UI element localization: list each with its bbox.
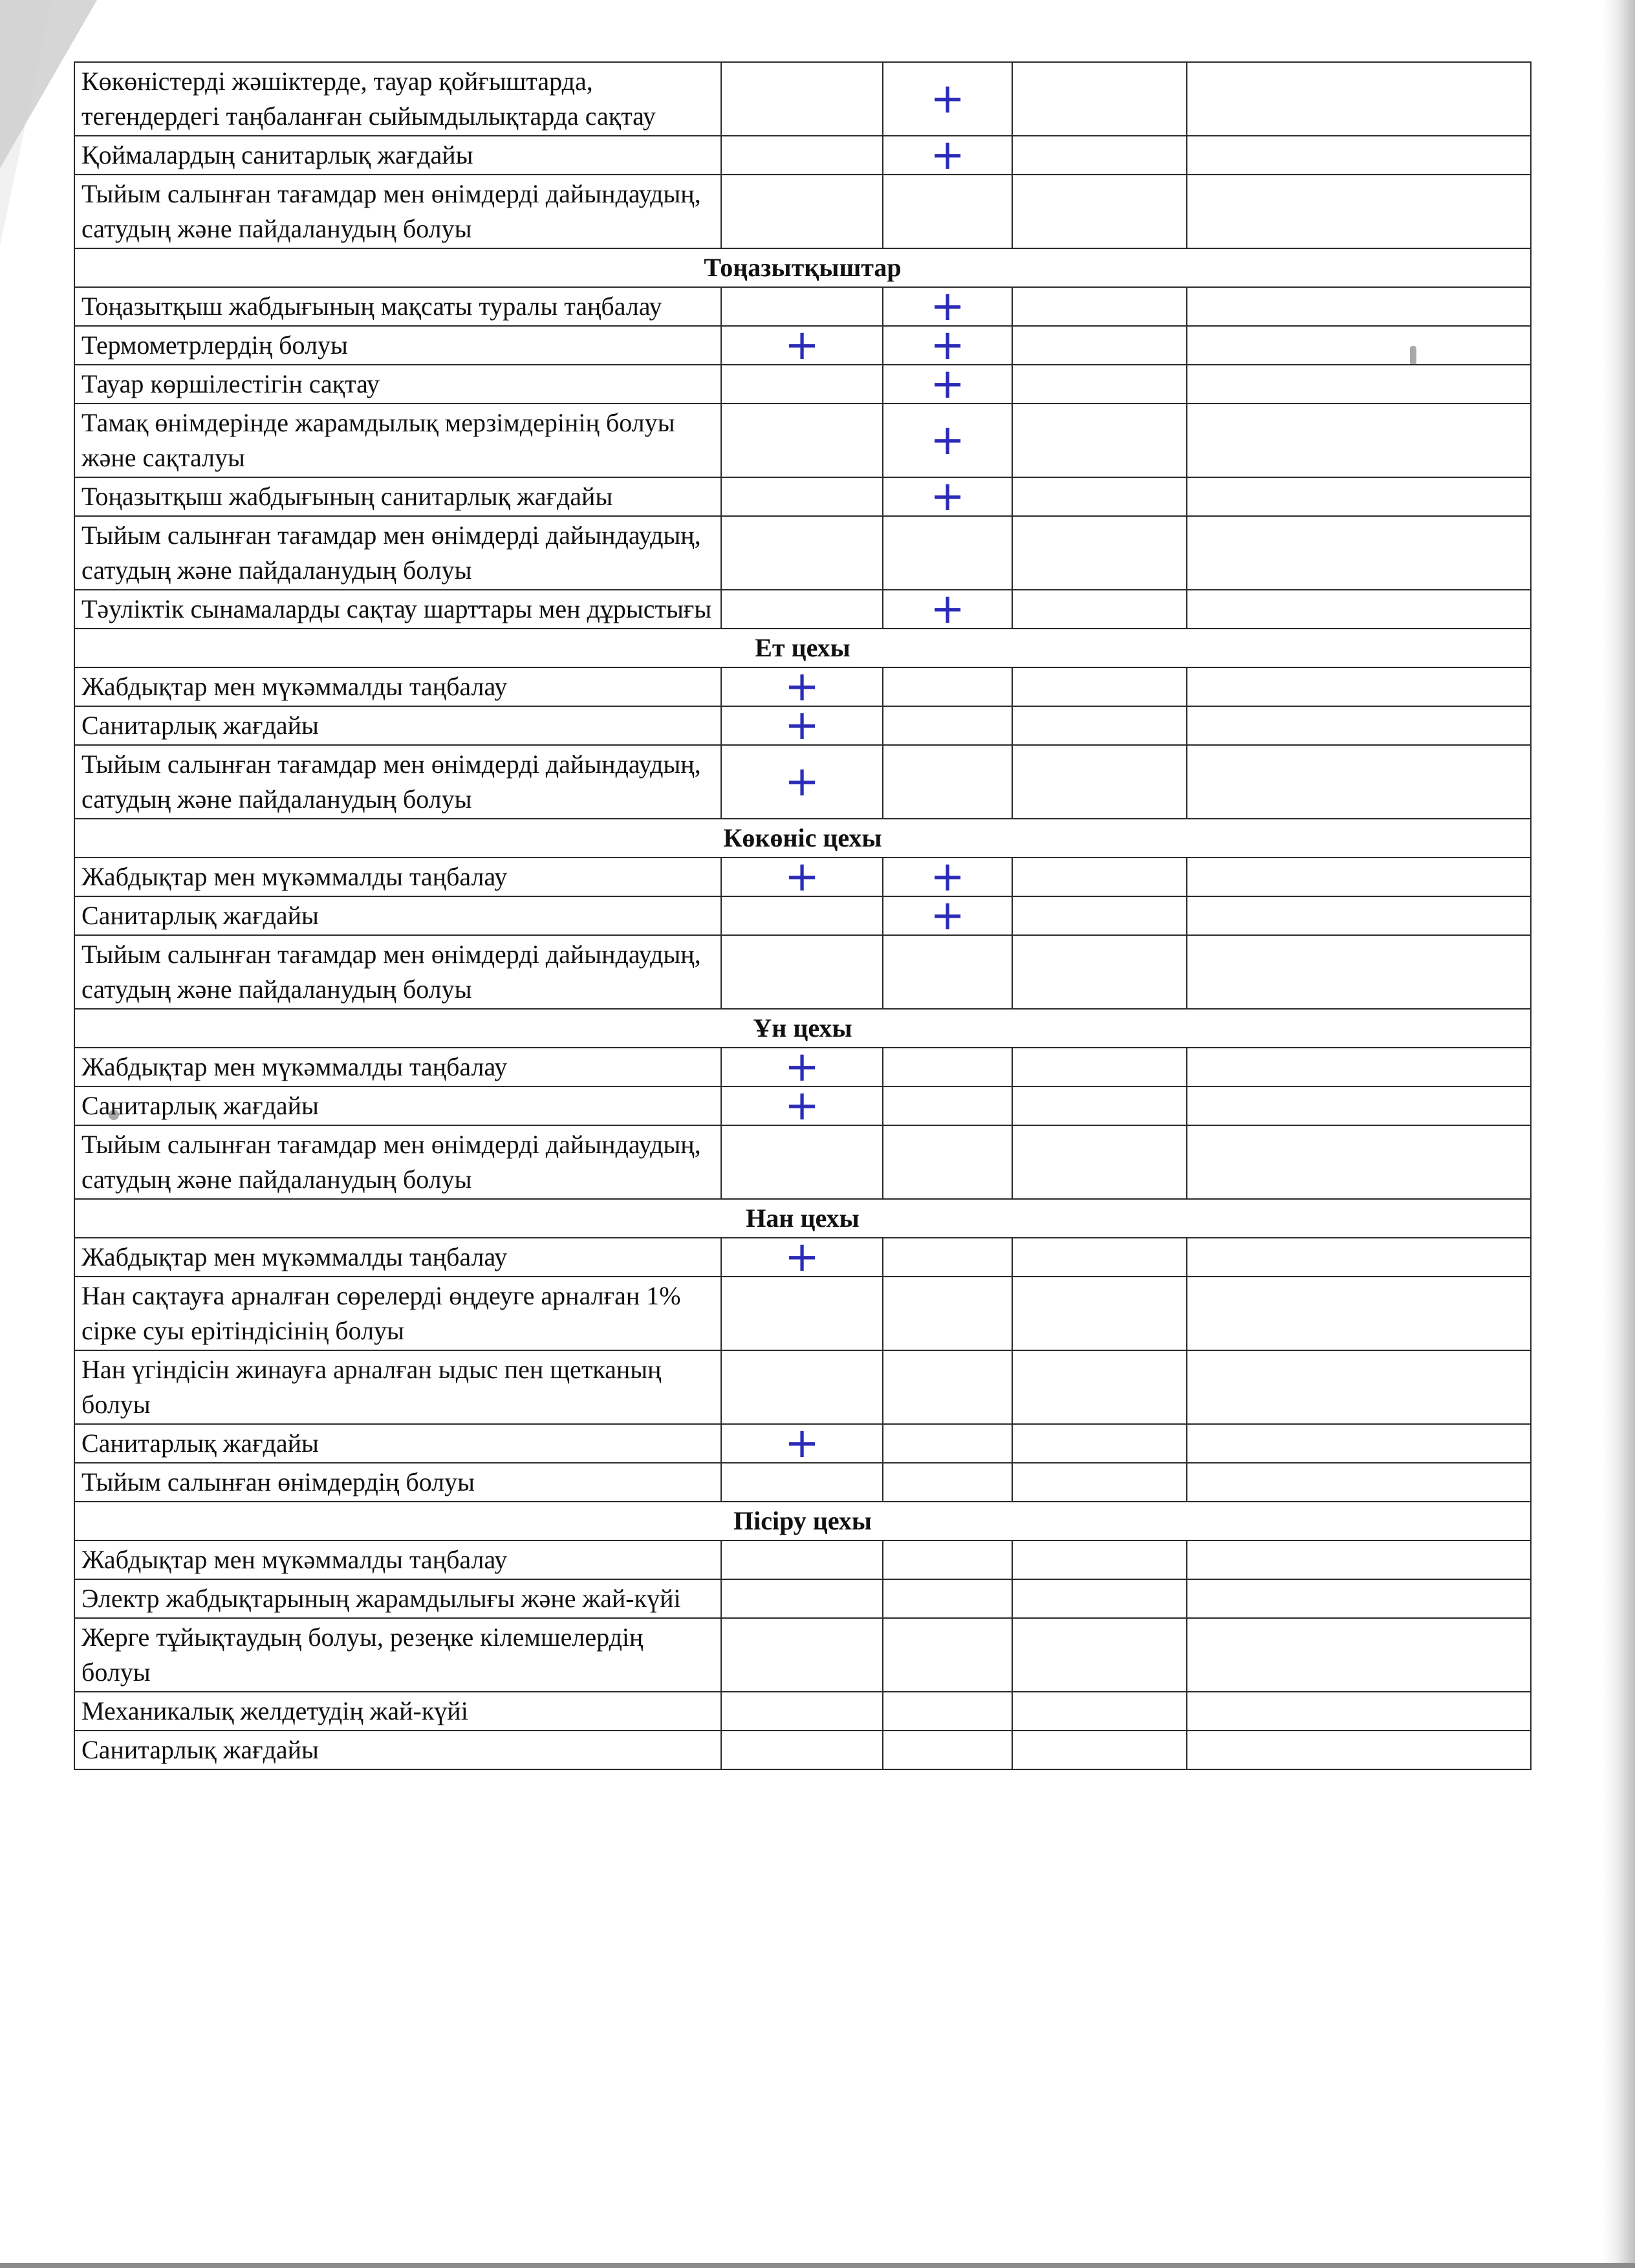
check-mark-cell-4 (1187, 1277, 1531, 1350)
criterion-text: Жабдықтар мен мүкәммалды таңбалау (74, 1238, 721, 1277)
check-mark-cell-3 (1012, 404, 1187, 477)
checklist-row (74, 175, 1531, 248)
check-mark-cell-2: + (883, 365, 1012, 404)
check-mark-cell-4 (1187, 1048, 1531, 1086)
criterion-text: Санитарлық жағдайы (74, 1086, 721, 1125)
check-mark-cell-2 (883, 1086, 1012, 1125)
check-mark-cell-3 (1012, 745, 1187, 819)
check-mark-cell-3 (1012, 1618, 1187, 1692)
check-mark-cell-2: + (883, 326, 1012, 365)
check-mark-cell-2: + (883, 136, 1012, 175)
checklist-row (74, 404, 1531, 477)
criterion-text: Қоймалардың санитарлық жағдайы (74, 136, 721, 175)
page-edge-shadow (1603, 0, 1635, 2268)
check-mark-cell-4 (1187, 590, 1531, 629)
section-title: Ұн цехы (74, 1009, 1531, 1048)
check-mark-cell-1: + (721, 1086, 883, 1125)
criterion-text: Нан сақтауға арналған сөрелерді өңдеуге арналған 1% сірке суы ерітіндісінің болуы (74, 1277, 721, 1350)
checklist-row (74, 1579, 1531, 1618)
section-title: Көкөніс цехы (74, 819, 1531, 858)
check-mark-cell-2 (883, 1463, 1012, 1502)
checklist-row (74, 1424, 1531, 1463)
checklist-row (74, 1540, 1531, 1579)
check-mark-cell-2: + (883, 62, 1012, 136)
checklist-row (74, 477, 1531, 516)
criterion-text: Термометрлердің болуы (74, 326, 721, 365)
section-title: Пісіру цехы (74, 1502, 1531, 1540)
check-mark-cell-3 (1012, 1086, 1187, 1125)
check-mark-cell-3 (1012, 136, 1187, 175)
checklist-row (74, 858, 1531, 896)
criterion-text: Тыйым салынған тағамдар мен өнімдерді дайындаудың, сатудың және пайдаланудың болуы (74, 935, 721, 1009)
check-mark-cell-1 (721, 404, 883, 477)
check-mark-cell-3 (1012, 365, 1187, 404)
check-mark-cell-1 (721, 1277, 883, 1350)
check-mark-cell-3 (1012, 1579, 1187, 1618)
check-mark-cell-1 (721, 1350, 883, 1424)
check-mark-cell-2 (883, 1424, 1012, 1463)
criterion-text: Жабдықтар мен мүкәммалды таңбалау (74, 1048, 721, 1086)
checklist-row (74, 365, 1531, 404)
check-mark-cell-1: + (721, 1424, 883, 1463)
criterion-text: Жабдықтар мен мүкәммалды таңбалау (74, 858, 721, 896)
check-mark-cell-1: + (721, 1048, 883, 1086)
criterion-text: Санитарлық жағдайы (74, 1731, 721, 1769)
section-title: Нан цехы (74, 1199, 1531, 1238)
criterion-text: Тамақ өнімдерінде жарамдылық мерзімдерінің болуы және сақталуы (74, 404, 721, 477)
criterion-text: Жабдықтар мен мүкәммалды таңбалау (74, 1540, 721, 1579)
check-mark-cell-3 (1012, 1125, 1187, 1199)
check-mark-cell-3 (1012, 1692, 1187, 1731)
checklist-row (74, 706, 1531, 745)
check-mark-cell-3 (1012, 935, 1187, 1009)
check-mark-cell-4 (1187, 477, 1531, 516)
inspection-checklist-table (74, 61, 1532, 1770)
checklist-row (74, 745, 1531, 819)
criterion-text: Механикалық желдетудің жай-күйі (74, 1692, 721, 1731)
criterion-text: Тыйым салынған өнімдердің болуы (74, 1463, 721, 1502)
scan-bottom-edge (0, 2263, 1635, 2268)
criterion-text: Электр жабдықтарының жарамдылығы және жай-күйі (74, 1579, 721, 1618)
check-mark-cell-2 (883, 667, 1012, 706)
check-mark-cell-4 (1187, 516, 1531, 590)
check-mark-cell-4 (1187, 935, 1531, 1009)
check-mark-cell-4 (1187, 1618, 1531, 1692)
check-mark-cell-4 (1187, 1125, 1531, 1199)
check-mark-cell-4 (1187, 1424, 1531, 1463)
checklist-row (74, 136, 1531, 175)
check-mark-cell-2 (883, 745, 1012, 819)
check-mark-cell-3 (1012, 1463, 1187, 1502)
check-mark-cell-3 (1012, 858, 1187, 896)
section-title: Тоңазытқыштар (74, 248, 1531, 287)
check-mark-cell-4 (1187, 745, 1531, 819)
check-mark-cell-1 (721, 287, 883, 326)
check-mark-cell-1 (721, 1692, 883, 1731)
check-mark-cell-2: + (883, 477, 1012, 516)
check-mark-cell-1 (721, 477, 883, 516)
criterion-text: Тоңазытқыш жабдығының мақсаты туралы таңбалау (74, 287, 721, 326)
checklist-row (74, 1048, 1531, 1086)
check-mark-cell-2 (883, 1238, 1012, 1277)
check-mark-cell-4 (1187, 1579, 1531, 1618)
check-mark-cell-2 (883, 706, 1012, 745)
check-mark-cell-3 (1012, 1540, 1187, 1579)
check-mark-cell-3 (1012, 287, 1187, 326)
checklist-row (74, 1463, 1531, 1502)
section-header-row (74, 1502, 1531, 1540)
check-mark-cell-4 (1187, 62, 1531, 136)
check-mark-cell-1: + (721, 1238, 883, 1277)
check-mark-cell-2 (883, 516, 1012, 590)
check-mark-cell-1: + (721, 326, 883, 365)
check-mark-cell-4 (1187, 404, 1531, 477)
criterion-text: Тыйым салынған тағамдар мен өнімдерді дайындаудың, сатудың және пайдаланудың болуы (74, 516, 721, 590)
check-mark-cell-1 (721, 935, 883, 1009)
criterion-text: Жерге тұйықтаудың болуы, резеңке кілемшелердің болуы (74, 1618, 721, 1692)
check-mark-cell-2 (883, 1692, 1012, 1731)
check-mark-cell-2 (883, 1350, 1012, 1424)
checklist-row (74, 896, 1531, 935)
criterion-text: Тыйым салынған тағамдар мен өнімдерді дайындаудың, сатудың және пайдаланудың болуы (74, 1125, 721, 1199)
check-mark-cell-1 (721, 62, 883, 136)
check-mark-cell-2 (883, 1731, 1012, 1769)
checklist-row (74, 62, 1531, 136)
section-header-row (74, 1009, 1531, 1048)
check-mark-cell-1: + (721, 706, 883, 745)
check-mark-cell-3 (1012, 667, 1187, 706)
check-mark-cell-2: + (883, 287, 1012, 326)
checklist-row (74, 590, 1531, 629)
check-mark-cell-3 (1012, 1731, 1187, 1769)
check-mark-cell-3 (1012, 1048, 1187, 1086)
criterion-text: Санитарлық жағдайы (74, 706, 721, 745)
checklist-row (74, 1238, 1531, 1277)
check-mark-cell-4 (1187, 365, 1531, 404)
checklist-row (74, 1618, 1531, 1692)
check-mark-cell-4 (1187, 1086, 1531, 1125)
check-mark-cell-2 (883, 1540, 1012, 1579)
checklist-row (74, 287, 1531, 326)
check-mark-cell-4 (1187, 858, 1531, 896)
check-mark-cell-1 (721, 1463, 883, 1502)
criterion-text: Тыйым салынған тағамдар мен өнімдерді дайындаудың, сатудың және пайдаланудың болуы (74, 745, 721, 819)
check-mark-cell-1 (721, 365, 883, 404)
checklist-body (74, 62, 1531, 1769)
check-mark-cell-3 (1012, 516, 1187, 590)
check-mark-cell-2 (883, 175, 1012, 248)
check-mark-cell-3 (1012, 62, 1187, 136)
checklist-row (74, 1125, 1531, 1199)
checklist-row (74, 516, 1531, 590)
check-mark-cell-1: + (721, 667, 883, 706)
check-mark-cell-1: + (721, 745, 883, 819)
check-mark-cell-3 (1012, 1238, 1187, 1277)
check-mark-cell-3 (1012, 1277, 1187, 1350)
check-mark-cell-4 (1187, 136, 1531, 175)
criterion-text: Тыйым салынған тағамдар мен өнімдерді дайындаудың, сатудың және пайдаланудың болуы (74, 175, 721, 248)
check-mark-cell-1 (721, 1731, 883, 1769)
criterion-text: Нан үгіндісін жинауға арналған ыдыс пен щетканың болуы (74, 1350, 721, 1424)
check-mark-cell-1 (721, 896, 883, 935)
section-title: Ет цехы (74, 629, 1531, 667)
checklist-row (74, 1277, 1531, 1350)
check-mark-cell-3 (1012, 1424, 1187, 1463)
check-mark-cell-1 (721, 1579, 883, 1618)
check-mark-cell-1 (721, 136, 883, 175)
check-mark-cell-1 (721, 1540, 883, 1579)
section-header-row (74, 629, 1531, 667)
check-mark-cell-2: + (883, 590, 1012, 629)
criterion-text: Жабдықтар мен мүкәммалды таңбалау (74, 667, 721, 706)
check-mark-cell-2: + (883, 858, 1012, 896)
check-mark-cell-4 (1187, 1692, 1531, 1731)
check-mark-cell-4 (1187, 326, 1531, 365)
check-mark-cell-4 (1187, 1731, 1531, 1769)
criterion-text: Көкөністерді жәшіктерде, тауар қойғыштарда, тегендердегі таңбаланған сыйымдылықтарда сақтау (74, 62, 721, 136)
check-mark-cell-2 (883, 1125, 1012, 1199)
check-mark-cell-2 (883, 1618, 1012, 1692)
check-mark-cell-4 (1187, 667, 1531, 706)
checklist-row (74, 935, 1531, 1009)
check-mark-cell-3 (1012, 175, 1187, 248)
check-mark-cell-1 (721, 1125, 883, 1199)
check-mark-cell-2: + (883, 404, 1012, 477)
check-mark-cell-1 (721, 175, 883, 248)
section-header-row (74, 819, 1531, 858)
criterion-text: Тауар көршілестігін сақтау (74, 365, 721, 404)
checklist-row (74, 1086, 1531, 1125)
checklist-row (74, 1350, 1531, 1424)
check-mark-cell-2 (883, 1048, 1012, 1086)
check-mark-cell-4 (1187, 287, 1531, 326)
criterion-text: Санитарлық жағдайы (74, 1424, 721, 1463)
check-mark-cell-4 (1187, 706, 1531, 745)
check-mark-cell-3 (1012, 477, 1187, 516)
check-mark-cell-4 (1187, 1463, 1531, 1502)
check-mark-cell-3 (1012, 896, 1187, 935)
check-mark-cell-3 (1012, 1350, 1187, 1424)
check-mark-cell-3 (1012, 326, 1187, 365)
check-mark-cell-1 (721, 590, 883, 629)
check-mark-cell-1 (721, 516, 883, 590)
criterion-text: Тоңазытқыш жабдығының санитарлық жағдайы (74, 477, 721, 516)
checklist-row (74, 1692, 1531, 1731)
checklist-row (74, 667, 1531, 706)
criterion-text: Тәуліктік сынамаларды сақтау шарттары мен дұрыстығы (74, 590, 721, 629)
criterion-text: Санитарлық жағдайы (74, 896, 721, 935)
check-mark-cell-4 (1187, 1540, 1531, 1579)
check-mark-cell-4 (1187, 1350, 1531, 1424)
check-mark-cell-1 (721, 1618, 883, 1692)
check-mark-cell-1: + (721, 858, 883, 896)
checklist-row (74, 1731, 1531, 1769)
check-mark-cell-3 (1012, 706, 1187, 745)
check-mark-cell-3 (1012, 590, 1187, 629)
check-mark-cell-2 (883, 1579, 1012, 1618)
check-mark-cell-4 (1187, 896, 1531, 935)
check-mark-cell-4 (1187, 175, 1531, 248)
check-mark-cell-2 (883, 1277, 1012, 1350)
checklist-row (74, 326, 1531, 365)
check-mark-cell-4 (1187, 1238, 1531, 1277)
section-header-row (74, 1199, 1531, 1238)
section-header-row (74, 248, 1531, 287)
check-mark-cell-2: + (883, 896, 1012, 935)
check-mark-cell-2 (883, 935, 1012, 1009)
